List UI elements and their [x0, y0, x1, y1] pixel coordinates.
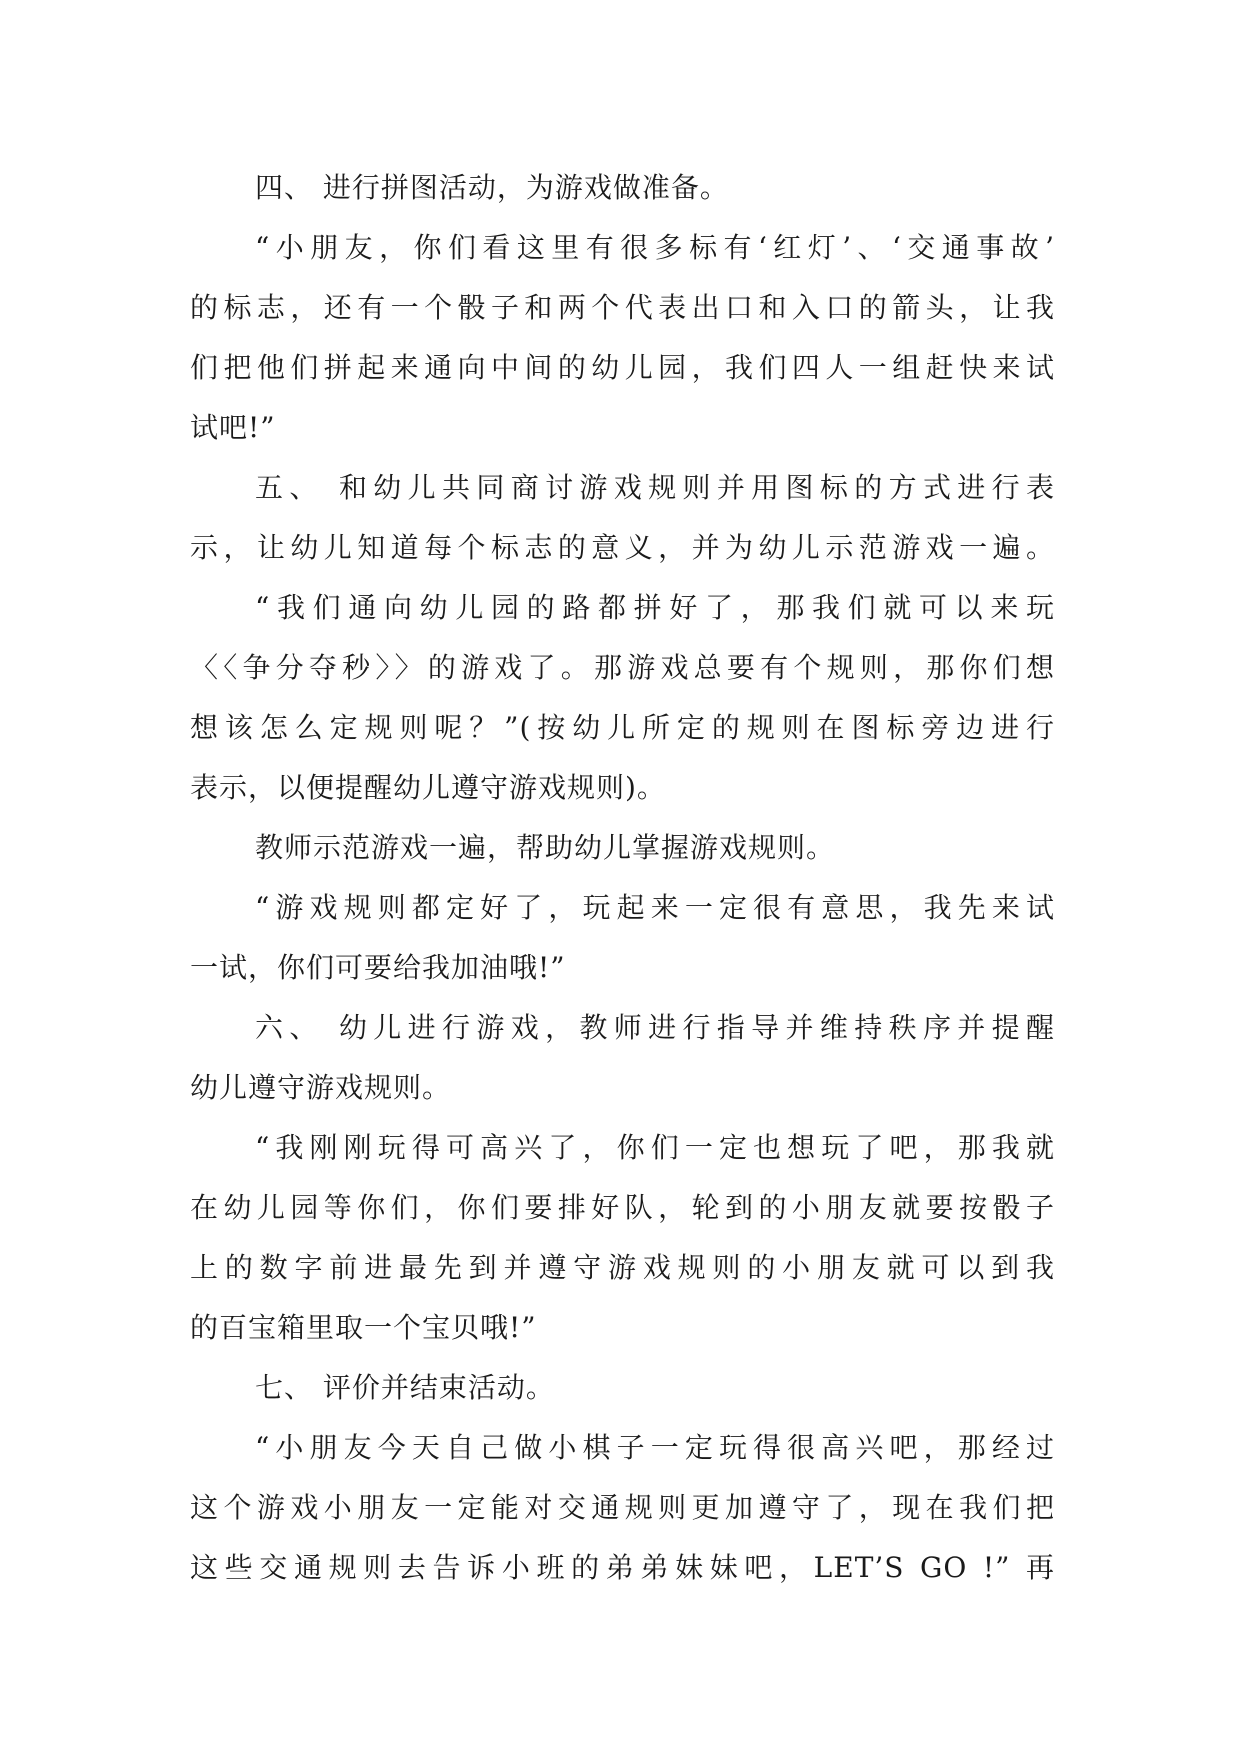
document-body — [190, 158, 1055, 1598]
paragraph-line: 示，让幼儿知道每个标志的意义，并为幼儿示范游戏一遍。 — [190, 531, 1055, 564]
section-heading-4: 四、 进行拼图活动，为游戏做准备。 — [255, 171, 729, 204]
paragraph-line: 这些交通规则去告诉小班的弟弟妹妹吧，LET’S GO !” 再 — [190, 1551, 1055, 1584]
section-heading-7: 七、 评价并结束活动。 — [255, 1371, 555, 1404]
paragraph-line: “小朋友今天自己做小棋子一定玩得很高兴吧，那经过 — [255, 1431, 1055, 1464]
paragraph-line: 们把他们拼起来通向中间的幼儿园，我们四人一组赶快来试 — [190, 351, 1055, 384]
paragraph-line: “游戏规则都定好了，玩起来一定很有意思，我先来试 — [255, 891, 1055, 924]
paragraph-line: 上的数字前进最先到并遵守游戏规则的小朋友就可以到我 — [190, 1251, 1055, 1284]
paragraph-line: 的标志，还有一个骰子和两个代表出口和入口的箭头，让我 — [190, 291, 1055, 324]
paragraph-line: 的百宝箱里取一个宝贝哦!” — [190, 1311, 537, 1344]
paragraph-line: “我刚刚玩得可高兴了，你们一定也想玩了吧，那我就 — [255, 1131, 1055, 1164]
paragraph-line: 幼儿遵守游戏规则。 — [190, 1071, 452, 1104]
paragraph-line: 这个游戏小朋友一定能对交通规则更加遵守了，现在我们把 — [190, 1491, 1055, 1524]
section-heading-6: 六、 幼儿进行游戏，教师进行指导并维持秩序并提醒 — [255, 1011, 1055, 1044]
paragraph-line: 试吧!” — [190, 411, 276, 444]
paragraph-line: 想该怎么定规则呢？”(按幼儿所定的规则在图标旁边进行 — [190, 711, 1055, 744]
paragraph-line: 表示，以便提醒幼儿遵守游戏规则)。 — [190, 771, 666, 804]
paragraph-line: 在幼儿园等你们，你们要排好队，轮到的小朋友就要按骰子 — [190, 1191, 1055, 1224]
paragraph-line: “小朋友，你们看这里有很多标有‘红灯’、‘交通事故’ — [255, 231, 1055, 264]
section-heading-5: 五、 和幼儿共同商讨游戏规则并用图标的方式进行表 — [255, 471, 1055, 504]
paragraph-line: 〈〈争分夺秒〉〉的游戏了。那游戏总要有个规则，那你们想 — [190, 651, 1055, 684]
paragraph-line: 一试，你们可要给我加油哦!” — [190, 951, 566, 984]
paragraph-line: 教师示范游戏一遍，帮助幼儿掌握游戏规则。 — [255, 831, 836, 864]
paragraph-line: “我们通向幼儿园的路都拼好了，那我们就可以来玩 — [255, 591, 1055, 624]
